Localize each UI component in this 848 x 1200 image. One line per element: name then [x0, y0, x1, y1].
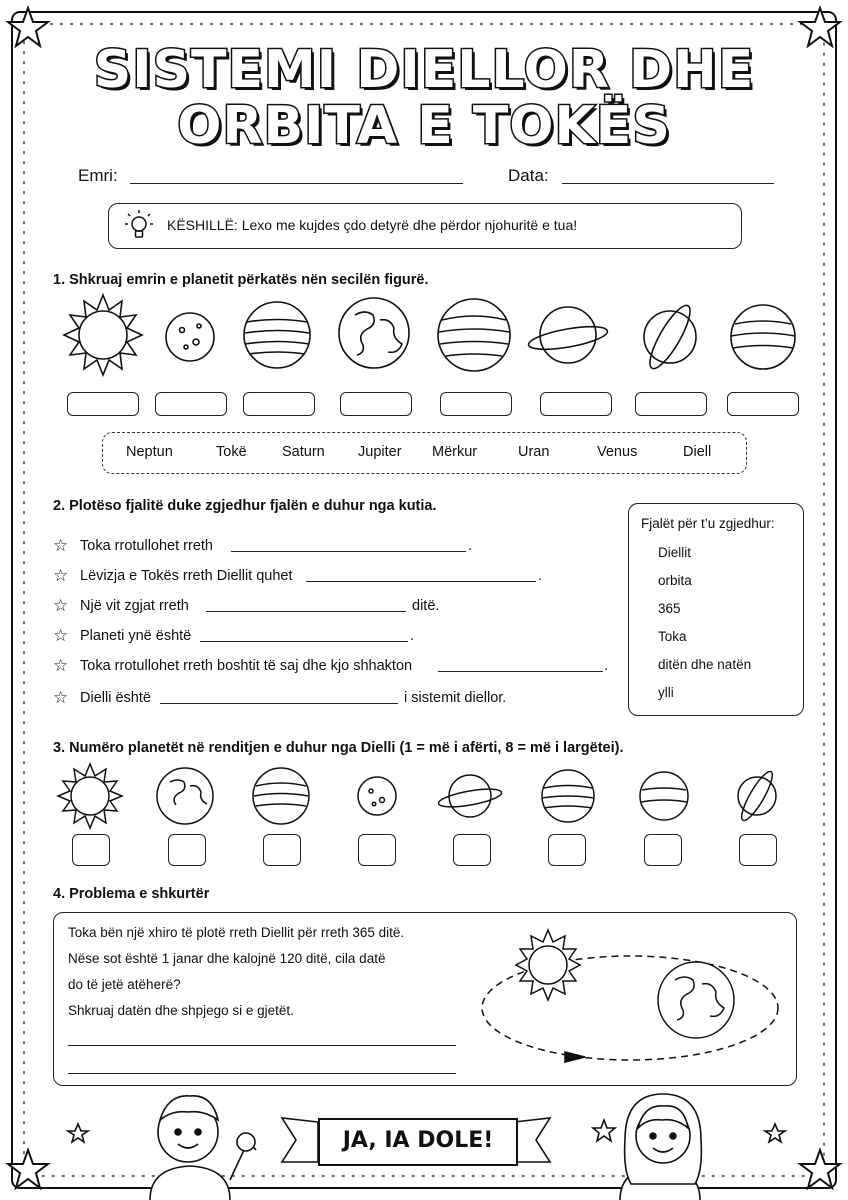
q3-number-box-5[interactable] — [453, 834, 491, 866]
q3-title: 3. Numëro planetët në renditjen e duhur nga Dielli (1 = më i afërti, 8 = më i largëtei). — [53, 740, 624, 756]
mercury-icon — [166, 313, 214, 361]
date-field[interactable] — [562, 183, 774, 184]
tip-box — [108, 203, 742, 249]
q2-word-option: Diellit — [658, 545, 692, 560]
word-bank-item: Saturn — [282, 444, 325, 460]
q3-number-box-6[interactable] — [548, 834, 586, 866]
q3-number-box-7[interactable] — [644, 834, 682, 866]
q4-text-line-3: do të jetë atëherë? — [68, 977, 181, 992]
name-field[interactable] — [130, 183, 463, 184]
q2-sentence-3: Një vit zgjat rreth — [80, 598, 189, 614]
star-icon: ☆ — [53, 626, 69, 645]
q3-number-box-2[interactable] — [168, 834, 206, 866]
earth-icon — [157, 768, 213, 824]
star-icon: ☆ — [53, 596, 69, 615]
q2-word-box-title: Fjalët për t’u zgjedhur: — [641, 516, 775, 531]
q1-title: 1. Shkruaj emrin e planetit përkatës nën secilën figurë. — [53, 272, 429, 288]
q4-answer-line-1[interactable] — [68, 1045, 456, 1046]
q2-word-option: 365 — [658, 601, 681, 616]
word-bank-item: Jupiter — [358, 444, 402, 460]
planet-8-icon — [731, 305, 795, 369]
q3-number-box-4[interactable] — [358, 834, 396, 866]
q2-blank-1[interactable] — [231, 551, 466, 552]
page-title-line1: SISTEMI DIELLOR DHE — [93, 40, 755, 100]
saturn-icon — [449, 775, 491, 817]
q2-sentence-1: Toka rrotullohet rreth — [80, 538, 213, 554]
star-icon — [593, 1120, 615, 1141]
q2-sentence-4: Planeti ynë është — [80, 628, 192, 644]
q4-text-line-1: Toka bën një xhiro të plotë rreth Diellit për rreth 365 ditë. — [68, 925, 405, 940]
q2-sentence-4-end: . — [410, 628, 415, 644]
q2-sentence-1-end: . — [468, 538, 473, 554]
orbit-illustration — [470, 918, 790, 1078]
q2-sentence-5-end: . — [604, 658, 609, 674]
page-title-line2: ORBITA E TOKËS — [177, 96, 671, 156]
girl-character-icon — [593, 1094, 701, 1200]
q1-answer-box-5[interactable] — [440, 392, 512, 416]
earth-icon — [339, 298, 409, 368]
q1-answer-box-8[interactable] — [727, 392, 799, 416]
q3-number-box-8[interactable] — [739, 834, 777, 866]
q2-word-box — [628, 503, 804, 716]
earth-icon — [658, 962, 734, 1038]
q1-planet-images — [0, 290, 848, 380]
q2-word-option: ylli — [658, 685, 674, 700]
q1-answer-box-4[interactable] — [340, 392, 412, 416]
word-bank-item: Diell — [683, 444, 712, 460]
star-icon: ☆ — [53, 536, 69, 555]
q4-answer-line-2[interactable] — [68, 1073, 456, 1074]
q2-sentence-2: Lëvizja e Tokës rreth Diellit quhet — [80, 568, 293, 584]
star-icon — [765, 1124, 785, 1142]
q1-answer-box-1[interactable] — [67, 392, 139, 416]
word-bank-item: Venus — [597, 444, 638, 460]
q3-planet-images — [0, 760, 848, 830]
q2-sentence-5: Toka rrotullohet rreth boshtit të saj dhe kjo shhakton — [80, 658, 413, 674]
star-icon — [68, 1124, 88, 1142]
q3-number-box-3[interactable] — [263, 834, 301, 866]
q4-title: 4. Problema e shkurtër — [53, 886, 210, 902]
q2-sentence-3-end: ditë. — [412, 598, 440, 614]
success-banner — [318, 1118, 518, 1166]
q2-blank-5[interactable] — [438, 671, 603, 672]
q2-title: 2. Plotëso fjalitë duke zgjedhur fjalën e duhur nga kutia. — [53, 498, 437, 514]
q2-word-option: Toka — [658, 629, 687, 644]
q4-text-line-4: Shkruaj datën dhe shpjego si e gjetët. — [68, 1003, 294, 1018]
q1-word-bank — [102, 432, 747, 474]
word-bank-item: Neptun — [126, 444, 173, 460]
q2-blank-6[interactable] — [160, 703, 398, 704]
q2-sentence-6-end: i sistemit diellor. — [404, 690, 507, 706]
star-icon: ☆ — [53, 566, 69, 585]
q2-blank-4[interactable] — [200, 641, 408, 642]
q1-answer-box-3[interactable] — [243, 392, 315, 416]
q1-answer-box-6[interactable] — [540, 392, 612, 416]
q3-number-box-1[interactable] — [72, 834, 110, 866]
date-label: Data: — [508, 166, 549, 185]
q2-blank-3[interactable] — [206, 611, 406, 612]
q2-sentence-2-end: . — [538, 568, 543, 584]
q2-sentence-6: Dielli është — [80, 690, 151, 706]
planet-icon — [253, 768, 309, 824]
q2-blank-2[interactable] — [306, 581, 536, 582]
name-label: Emri: — [78, 166, 118, 185]
mercury-icon — [358, 777, 396, 815]
star-icon: ☆ — [53, 688, 69, 707]
q2-word-option: ditën dhe natën — [658, 657, 752, 672]
ribbon-right — [514, 1118, 550, 1162]
star-icon: ☆ — [53, 656, 69, 675]
tip-text: KËSHILLË: Lexo me kujdes çdo detyrë dhe përdor njohuritë e tua! — [167, 217, 578, 233]
ribbon-left — [282, 1118, 318, 1162]
planet-5-icon — [438, 299, 510, 371]
q4-text-line-2: Nëse sot është 1 janar dhe kalojnë 120 ditë, cila datë — [68, 951, 386, 966]
boy-character-icon — [150, 1096, 256, 1200]
planet-icon — [640, 772, 688, 820]
lightbulb-icon — [123, 208, 155, 244]
word-bank-item: Tokë — [216, 444, 247, 460]
word-bank-item: Uran — [518, 444, 550, 460]
planet-3-icon — [244, 302, 310, 368]
q1-answer-box-2[interactable] — [155, 392, 227, 416]
word-bank-item: Mërkur — [432, 444, 478, 460]
q1-answer-box-7[interactable] — [635, 392, 707, 416]
saturn-icon — [540, 307, 596, 363]
arrow-icon — [565, 1052, 585, 1062]
success-banner-text: JA, IA DOLE! — [342, 1128, 494, 1153]
q2-word-option: orbita — [658, 573, 692, 588]
